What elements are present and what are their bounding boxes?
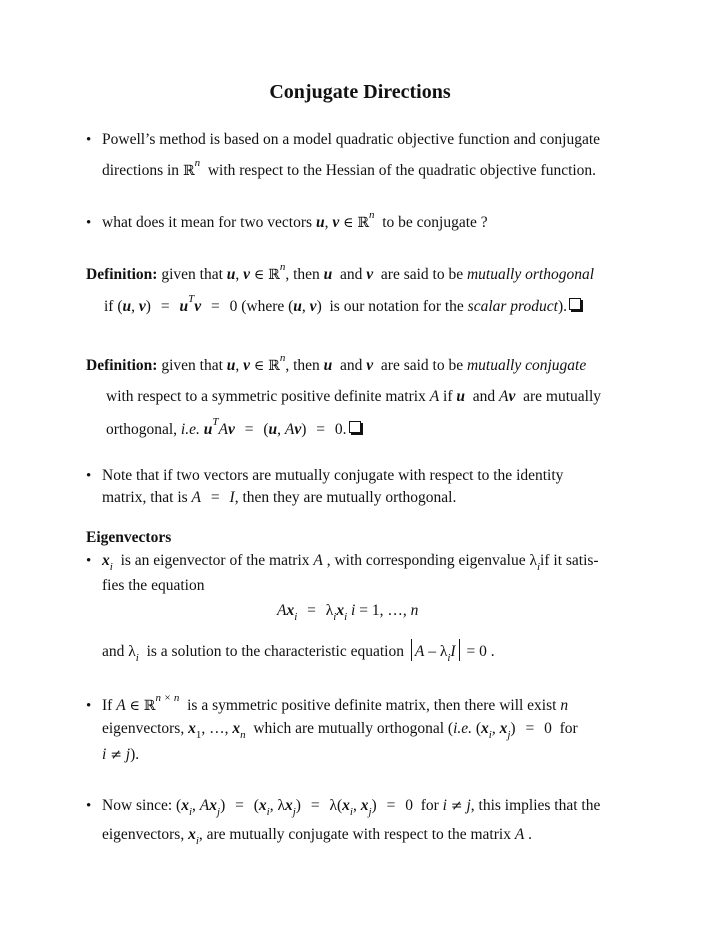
- bullet-3: •: [86, 468, 92, 484]
- eigenvectors-heading: Eigenvectors: [86, 529, 172, 546]
- end-of-definition-box-icon: [569, 298, 581, 310]
- eigen-line2: fies the equation: [102, 577, 205, 594]
- p1-line1: Powell’s method is based on a model quadratic objective function and conjugate: [102, 131, 601, 148]
- p5-line2: eigenvectors, $x_i$, are mutually conjugate with respect to the matrix A .: [102, 826, 533, 847]
- p2-line: what does it mean for two vectors u, v ∈ ℝ$^n$ to be conjugate ?: [102, 209, 488, 231]
- bullet-6: •: [86, 798, 92, 814]
- p4-line1: If A ∈ ℝ$^{n \times n}$ is a symmetric positive definite matrix, then there will exist n: [102, 692, 569, 714]
- def2-line2: with respect to a symmetric positive definite matrix A if u and Av are mutually: [106, 388, 602, 405]
- p4-line2: eigenvectors, $x_1$, …, $x_n$ which are mutually orthogonal (i.e. ($x_i$, $x_j) = 0$ for: [102, 720, 578, 741]
- bullet-5: •: [86, 698, 92, 714]
- bullet-1: •: [86, 132, 92, 148]
- p3-line1: Note that if two vectors are mutually conjugate with respect to the identity: [102, 467, 564, 484]
- def1-line2: if (u, $v) = u^Tv = 0$ (where (u, v) is our notation for the scalar product).: [104, 298, 581, 315]
- eigen-line1: $x_i$ is an eigenvector of the matrix A , with corresponding eigenvalue $\lambda_iif$ it satis-: [102, 552, 599, 573]
- eigen-equation: $Ax_i = \lambda_ix_i$ i = 1, …, n: [277, 602, 419, 623]
- p1-line2: directions in ℝ$^n$ with respect to the Hessian of the quadratic objective function.: [102, 157, 597, 179]
- bullet-4: •: [86, 553, 92, 569]
- bullet-2: •: [86, 215, 92, 231]
- def2-line1: Definition: given that u, v ∈ ℝ$^n$, then u and v are said to be mutually conjugate: [86, 352, 587, 374]
- page-title: Conjugate Directions: [269, 81, 451, 103]
- p5-line1: Now since: ($x_i$, $Ax_j) = (x_i$, $\lambda x_j) = \lambda(x_i$, $x_j) = 0$ for i ≠ j, this implies that the: [102, 797, 601, 818]
- eigen-characteristic: and $\lambda_i$ is a solution to the characteristic equation $A - \lambda_iI = 0$ .: [102, 639, 495, 661]
- p3-line2: matrix, that is A = I, then they are mutually orthogonal.: [102, 489, 457, 506]
- end-of-definition-box-icon: [349, 421, 361, 433]
- def2-line3: orthogonal, i.e. $u^TAv = (u$, Av) = 0.: [106, 421, 361, 438]
- p4-line3: i ≠ j).: [102, 746, 140, 763]
- def1-line1: Definition: given that u, v ∈ ℝ$^n$, then u and v are said to be mutually orthogonal: [86, 261, 594, 283]
